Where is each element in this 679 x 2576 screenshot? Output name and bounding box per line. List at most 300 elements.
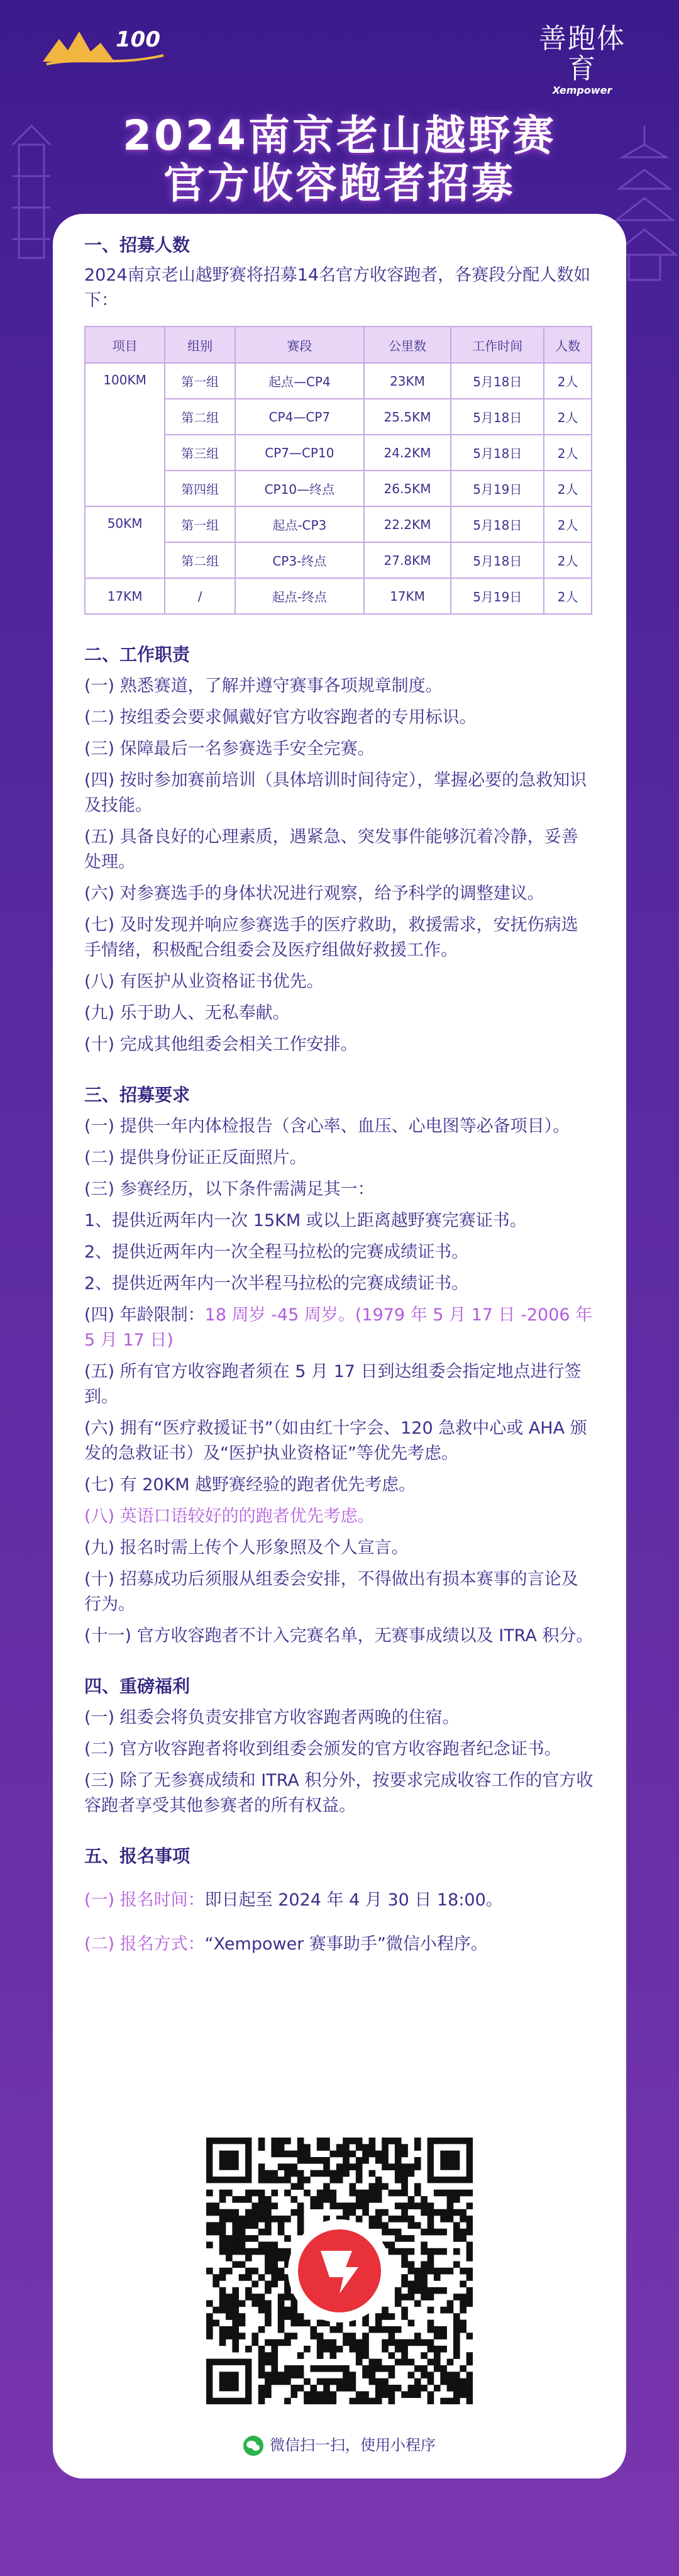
qr-module: [369, 2222, 376, 2229]
qr-module: [460, 2281, 466, 2288]
qr-module: [258, 2241, 265, 2248]
qr-module: [310, 2326, 317, 2333]
table-cell: 起点-CP3: [235, 506, 364, 542]
qr-module: [428, 2391, 434, 2398]
qr-module: [389, 2248, 395, 2255]
qr-module: [251, 2216, 258, 2222]
qr-module: [278, 2339, 285, 2346]
qr-module: [297, 2365, 304, 2372]
qr-module: [232, 2241, 239, 2248]
qr-module: [336, 2365, 343, 2372]
qr-module: [428, 2255, 434, 2261]
qr-module: [265, 2307, 272, 2314]
qr-module: [440, 2307, 447, 2314]
qr-module: [389, 2216, 395, 2222]
qr-module: [382, 2144, 389, 2151]
qr-module: [317, 2138, 324, 2144]
qr-module: [369, 2190, 376, 2197]
qr-module: [389, 2326, 395, 2333]
qr-module: [226, 2307, 233, 2314]
qr-module: [369, 2138, 376, 2144]
qr-module: [213, 2209, 219, 2216]
qr-module: [304, 2346, 311, 2353]
qr-module: [265, 2313, 272, 2320]
qr-module: [382, 2378, 389, 2385]
qr-module: [245, 2346, 252, 2353]
qr-module: [258, 2346, 265, 2353]
table-header: 公里数: [364, 326, 451, 363]
qr-module: [297, 2229, 304, 2236]
table-cell: 5月19日: [451, 471, 544, 506]
qr-module: [395, 2170, 402, 2177]
registration-time-label: (一) 报名时间：: [84, 1890, 205, 1910]
qr-module: [369, 2365, 376, 2372]
qr-module: [232, 2216, 239, 2222]
qr-module: [362, 2196, 369, 2203]
qr-module: [453, 2248, 460, 2255]
qr-module: [375, 2196, 382, 2203]
qr-module: [356, 2170, 363, 2177]
qr-module: [251, 2248, 258, 2255]
qr-module: [258, 2300, 265, 2307]
qr-module: [265, 2300, 272, 2307]
qr-module: [317, 2202, 324, 2209]
qr-module: [414, 2287, 421, 2294]
qr-module: [206, 2209, 213, 2216]
qr-module: [219, 2229, 226, 2236]
section-heading-recruit-count: 一、招募人数: [84, 235, 190, 255]
table-cell: 5月19日: [451, 578, 544, 614]
qr-module: [466, 2391, 473, 2398]
qr-module: [245, 2294, 252, 2300]
qr-module: [310, 2391, 317, 2398]
qr-module: [206, 2300, 213, 2307]
qr-module: [265, 2222, 272, 2229]
qr-module: [382, 2339, 389, 2346]
qr-module: [382, 2151, 389, 2158]
qr-module: [265, 2268, 272, 2275]
table-header: 赛段: [235, 326, 364, 363]
qr-module: [453, 2346, 460, 2353]
qr-module: [232, 2229, 239, 2236]
age-label: (四) 年龄限制：: [84, 1305, 205, 1325]
section-heading-duties: 二、工作职责: [84, 644, 190, 665]
qr-module: [239, 2313, 246, 2320]
qr-module: [290, 2183, 297, 2190]
qr-module: [453, 2190, 460, 2197]
qr-module: [434, 2346, 441, 2353]
qr-module: [245, 2196, 252, 2203]
qr-module: [239, 2235, 246, 2242]
qr-module: [245, 2255, 252, 2261]
requirement-item: (十) 招募成功后须服从组委会安排，不得做出有损本赛事的言论及行为。: [84, 1570, 578, 1614]
qr-module: [297, 2177, 304, 2183]
qr-module: [460, 2300, 466, 2307]
qr-module: [278, 2216, 285, 2222]
qr-module: [226, 2248, 233, 2255]
qr-module: [290, 2320, 297, 2327]
qr-module: [219, 2307, 226, 2314]
qr-module: [213, 2274, 219, 2281]
qr-module: [271, 2255, 278, 2261]
qr-module: [226, 2235, 233, 2242]
poster-title-line1: 2024南京老山越野赛: [123, 111, 556, 160]
qr-module: [453, 2398, 460, 2404]
table-header: 工作时间: [451, 326, 544, 363]
qr-module: [258, 2138, 265, 2144]
qr-module: [297, 2209, 304, 2216]
qr-module: [350, 2333, 356, 2339]
qr-module: [453, 2352, 460, 2359]
qr-module: [284, 2365, 291, 2372]
qr-module: [284, 2190, 291, 2197]
qr-module: [297, 2372, 304, 2378]
qr-module: [251, 2202, 258, 2209]
qr-module: [245, 2216, 252, 2222]
qr-module: [245, 2209, 252, 2216]
table-cell: 5月18日: [451, 399, 544, 435]
qr-module: [219, 2196, 226, 2203]
table-cell: /: [165, 578, 235, 614]
qr-module: [389, 2313, 395, 2320]
table-cell-project: 17KM: [85, 578, 165, 614]
qr-module: [395, 2151, 402, 2158]
qr-module: [434, 2190, 441, 2197]
qr-module: [395, 2216, 402, 2222]
table-cell: 第二组: [165, 399, 235, 435]
qr-module: [343, 2151, 350, 2158]
qr-module: [258, 2307, 265, 2314]
qr-module: [323, 2365, 330, 2372]
duty-item: (二) 按组委会要求佩戴好官方收容跑者的专用标识。: [84, 708, 477, 727]
qr-module: [219, 2287, 226, 2294]
qr-module: [453, 2326, 460, 2333]
qr-module: [329, 2378, 336, 2385]
qr-module: [447, 2190, 454, 2197]
qr-module: [401, 2216, 408, 2222]
qr-module: [271, 2378, 278, 2385]
qr-module: [356, 2144, 363, 2151]
qr-module: [317, 2333, 324, 2339]
qr-module: [304, 2157, 311, 2164]
qr-module: [434, 2326, 441, 2333]
qr-module: [466, 2248, 473, 2255]
qr-module: [226, 2294, 233, 2300]
qr-module: [408, 2170, 415, 2177]
section-heading-requirements: 三、招募要求: [84, 1084, 190, 1105]
qr-module: [323, 2378, 330, 2385]
qr-module: [278, 2378, 285, 2385]
qr-module: [434, 2365, 441, 2372]
table-cell: 起点—CP4: [235, 363, 364, 399]
age-value: 18 周岁 -45 周岁。(1979 年 5 月 17 日 -2006 年 5 月 17 日): [84, 1305, 593, 1350]
qr-module: [369, 2378, 376, 2385]
qr-module: [453, 2378, 460, 2385]
qr-module: [401, 2339, 408, 2346]
qr-module: [239, 2241, 246, 2248]
qr-module: [395, 2287, 402, 2294]
qr-module: [258, 2248, 265, 2255]
qr-module: [258, 2196, 265, 2203]
qr-module: [329, 2151, 336, 2158]
qr-module: [401, 2163, 408, 2170]
qr-module: [271, 2339, 278, 2346]
qr-module: [428, 2216, 434, 2222]
qr-module: [258, 2365, 265, 2372]
qr-module: [460, 2229, 466, 2236]
qr-module: [343, 2372, 350, 2378]
qr-module: [362, 2372, 369, 2378]
qr-module: [453, 2235, 460, 2242]
qr-module: [414, 2190, 421, 2197]
qr-module: [408, 2385, 415, 2392]
qr-module: [440, 2268, 447, 2275]
qr-module: [453, 2261, 460, 2268]
qr-module: [414, 2281, 421, 2288]
qr-module: [271, 2346, 278, 2353]
qr-module: [336, 2144, 343, 2151]
table-cell: CP3-终点: [235, 542, 364, 578]
qr-module: [428, 2359, 434, 2366]
qr-module: [369, 2372, 376, 2378]
qr-module: [460, 2391, 466, 2398]
wechat-icon: [243, 2436, 263, 2456]
qr-module: [466, 2190, 473, 2197]
qr-module: [401, 2209, 408, 2216]
qr-module: [232, 2300, 239, 2307]
qr-module: [219, 2294, 226, 2300]
qr-module: [297, 2202, 304, 2209]
qr-module: [421, 2352, 428, 2359]
qr-module: [466, 2274, 473, 2281]
qr-module: [271, 2177, 278, 2183]
qr-module: [375, 2183, 382, 2190]
duty-item: (三) 保障最后一名参赛选手安全完赛。: [84, 739, 375, 759]
qr-module: [206, 2229, 213, 2236]
qr-module: [265, 2177, 272, 2183]
qr-module: [310, 2365, 317, 2372]
qr-module: [336, 2385, 343, 2392]
qr-module: [395, 2163, 402, 2170]
qr-module: [336, 2170, 343, 2177]
qr-module: [310, 2398, 317, 2404]
qr-module: [421, 2339, 428, 2346]
qr-module: [408, 2294, 415, 2300]
qr-module: [284, 2339, 291, 2346]
qr-module: [356, 2202, 363, 2209]
table-cell: 23KM: [364, 363, 451, 399]
qr-module: [375, 2398, 382, 2404]
table-cell: 27.8KM: [364, 542, 451, 578]
qr-module: [453, 2339, 460, 2346]
qr-module: [290, 2333, 297, 2339]
qr-module: [369, 2216, 376, 2222]
qr-module: [265, 2202, 272, 2209]
qr-module: [336, 2378, 343, 2385]
qr-module: [278, 2313, 285, 2320]
qr-module: [414, 2378, 421, 2385]
qr-module: [278, 2274, 285, 2281]
table-cell: 2人: [544, 578, 592, 614]
qr-module: [460, 2294, 466, 2300]
qr-module: [389, 2339, 395, 2346]
qr-module: [453, 2196, 460, 2203]
qr-module: [329, 2352, 336, 2359]
qr-module: [219, 2235, 226, 2242]
qr-module: [226, 2326, 233, 2333]
qr-module: [369, 2359, 376, 2366]
qr-module: [343, 2157, 350, 2164]
qr-module: [350, 2138, 356, 2144]
qr-module: [401, 2248, 408, 2255]
qr-module: [265, 2209, 272, 2216]
qr-module: [414, 2333, 421, 2339]
qr-module: [362, 2320, 369, 2327]
table-header-row: [85, 326, 592, 363]
qr-module: [362, 2391, 369, 2398]
qr-module: [447, 2385, 454, 2392]
qr-module: [251, 2190, 258, 2197]
qr-module: [290, 2391, 297, 2398]
qr-module: [395, 2144, 402, 2151]
qr-module: [362, 2339, 369, 2346]
qr-module: [297, 2222, 304, 2229]
qr-module: [343, 2170, 350, 2177]
qr-module: [258, 2294, 265, 2300]
qr-module: [375, 2190, 382, 2197]
table-cell: 起点-终点: [235, 578, 364, 614]
qr-module: [447, 2372, 454, 2378]
qr-module: [278, 2144, 285, 2151]
qr-module: [466, 2229, 473, 2236]
qr-module: [350, 2398, 356, 2404]
qr-module: [453, 2229, 460, 2236]
qr-module: [434, 2268, 441, 2275]
qr-module: [434, 2287, 441, 2294]
qr-caption-text: 微信扫一扫，使用小程序: [270, 2436, 436, 2454]
qr-module: [258, 2170, 265, 2177]
qr-module: [466, 2294, 473, 2300]
qr-module: [265, 2255, 272, 2261]
qr-module: [421, 2241, 428, 2248]
qr-module: [356, 2177, 363, 2183]
qr-module: [362, 2398, 369, 2404]
qr-module: [219, 2190, 226, 2197]
qr-module: [317, 2320, 324, 2327]
qr-module: [447, 2202, 454, 2209]
qr-module: [323, 2138, 330, 2144]
qr-module: [206, 2268, 213, 2275]
qr-module: [350, 2183, 356, 2190]
table-row: [85, 363, 592, 399]
qr-module: [271, 2138, 278, 2144]
qr-module: [213, 2281, 219, 2288]
qr-module: [466, 2385, 473, 2392]
qr-module: [421, 2229, 428, 2236]
qr-module: [297, 2216, 304, 2222]
qr-module: [414, 2365, 421, 2372]
registration-method: [84, 1932, 595, 1957]
qr-module: [329, 2365, 336, 2372]
qr-module: [401, 2346, 408, 2353]
qr-module: [375, 2378, 382, 2385]
qr-module: [284, 2294, 291, 2300]
qr-module: [428, 2261, 434, 2268]
qr-module: [329, 2196, 336, 2203]
qr-module: [271, 2151, 278, 2158]
qr-module: [232, 2346, 239, 2353]
qr-module: [271, 2359, 278, 2366]
qr-module: [414, 2183, 421, 2190]
qr-module: [466, 2202, 473, 2209]
qr-module: [421, 2268, 428, 2275]
qr-module: [265, 2385, 272, 2392]
qr-module: [265, 2372, 272, 2378]
qr-module: [323, 2144, 330, 2151]
qr-module: [271, 2248, 278, 2255]
qr-module: [265, 2229, 272, 2236]
qr-module: [362, 2346, 369, 2353]
qr-module: [343, 2209, 350, 2216]
qr-module: [466, 2333, 473, 2339]
qr-module: [251, 2268, 258, 2275]
qr-module: [258, 2177, 265, 2183]
duty-item: (六) 对参赛选手的身体状况进行观察，给予科学的调整建议。: [84, 884, 544, 903]
qr-module: [414, 2268, 421, 2275]
qr-module: [382, 2307, 389, 2314]
qr-module: [434, 2274, 441, 2281]
qr-module: [265, 2170, 272, 2177]
qr-module: [258, 2209, 265, 2216]
qr-module: [258, 2163, 265, 2170]
qr-module: [421, 2287, 428, 2294]
qr-module: [329, 2398, 336, 2404]
qr-module: [401, 2391, 408, 2398]
qr-module: [375, 2359, 382, 2366]
qr-module: [401, 2274, 408, 2281]
mini-program-qr-code[interactable]: [206, 2138, 473, 2404]
qr-module: [362, 2157, 369, 2164]
qr-module: [440, 2346, 447, 2353]
qr-module: [284, 2398, 291, 2404]
qr-module: [213, 2222, 219, 2229]
qr-module: [239, 2216, 246, 2222]
qr-module: [265, 2352, 272, 2359]
qr-module: [466, 2352, 473, 2359]
qr-module: [356, 2163, 363, 2170]
qr-module: [323, 2339, 330, 2346]
qr-module: [375, 2209, 382, 2216]
qr-module: [278, 2300, 285, 2307]
qr-module: [265, 2248, 272, 2255]
qr-module: [401, 2281, 408, 2288]
qr-module: [408, 2235, 415, 2242]
recruit-intro: 2024南京老山越野赛将招募14名官方收容跑者，各赛段分配人数如下：: [84, 265, 591, 310]
qr-module: [271, 2274, 278, 2281]
qr-module: [239, 2333, 246, 2339]
poster-header: [0, 0, 679, 208]
qr-module: [460, 2385, 466, 2392]
qr-module: [401, 2177, 408, 2183]
qr-module: [356, 2157, 363, 2164]
qr-module: [350, 2190, 356, 2197]
qr-module: [310, 2333, 317, 2339]
qr-module: [401, 2151, 408, 2158]
qr-module: [284, 2235, 291, 2242]
duty-item: (一) 熟悉赛道，了解并遵守赛事各项规章制度。: [84, 676, 443, 696]
qr-module: [362, 2144, 369, 2151]
table-cell: 26.5KM: [364, 471, 451, 506]
